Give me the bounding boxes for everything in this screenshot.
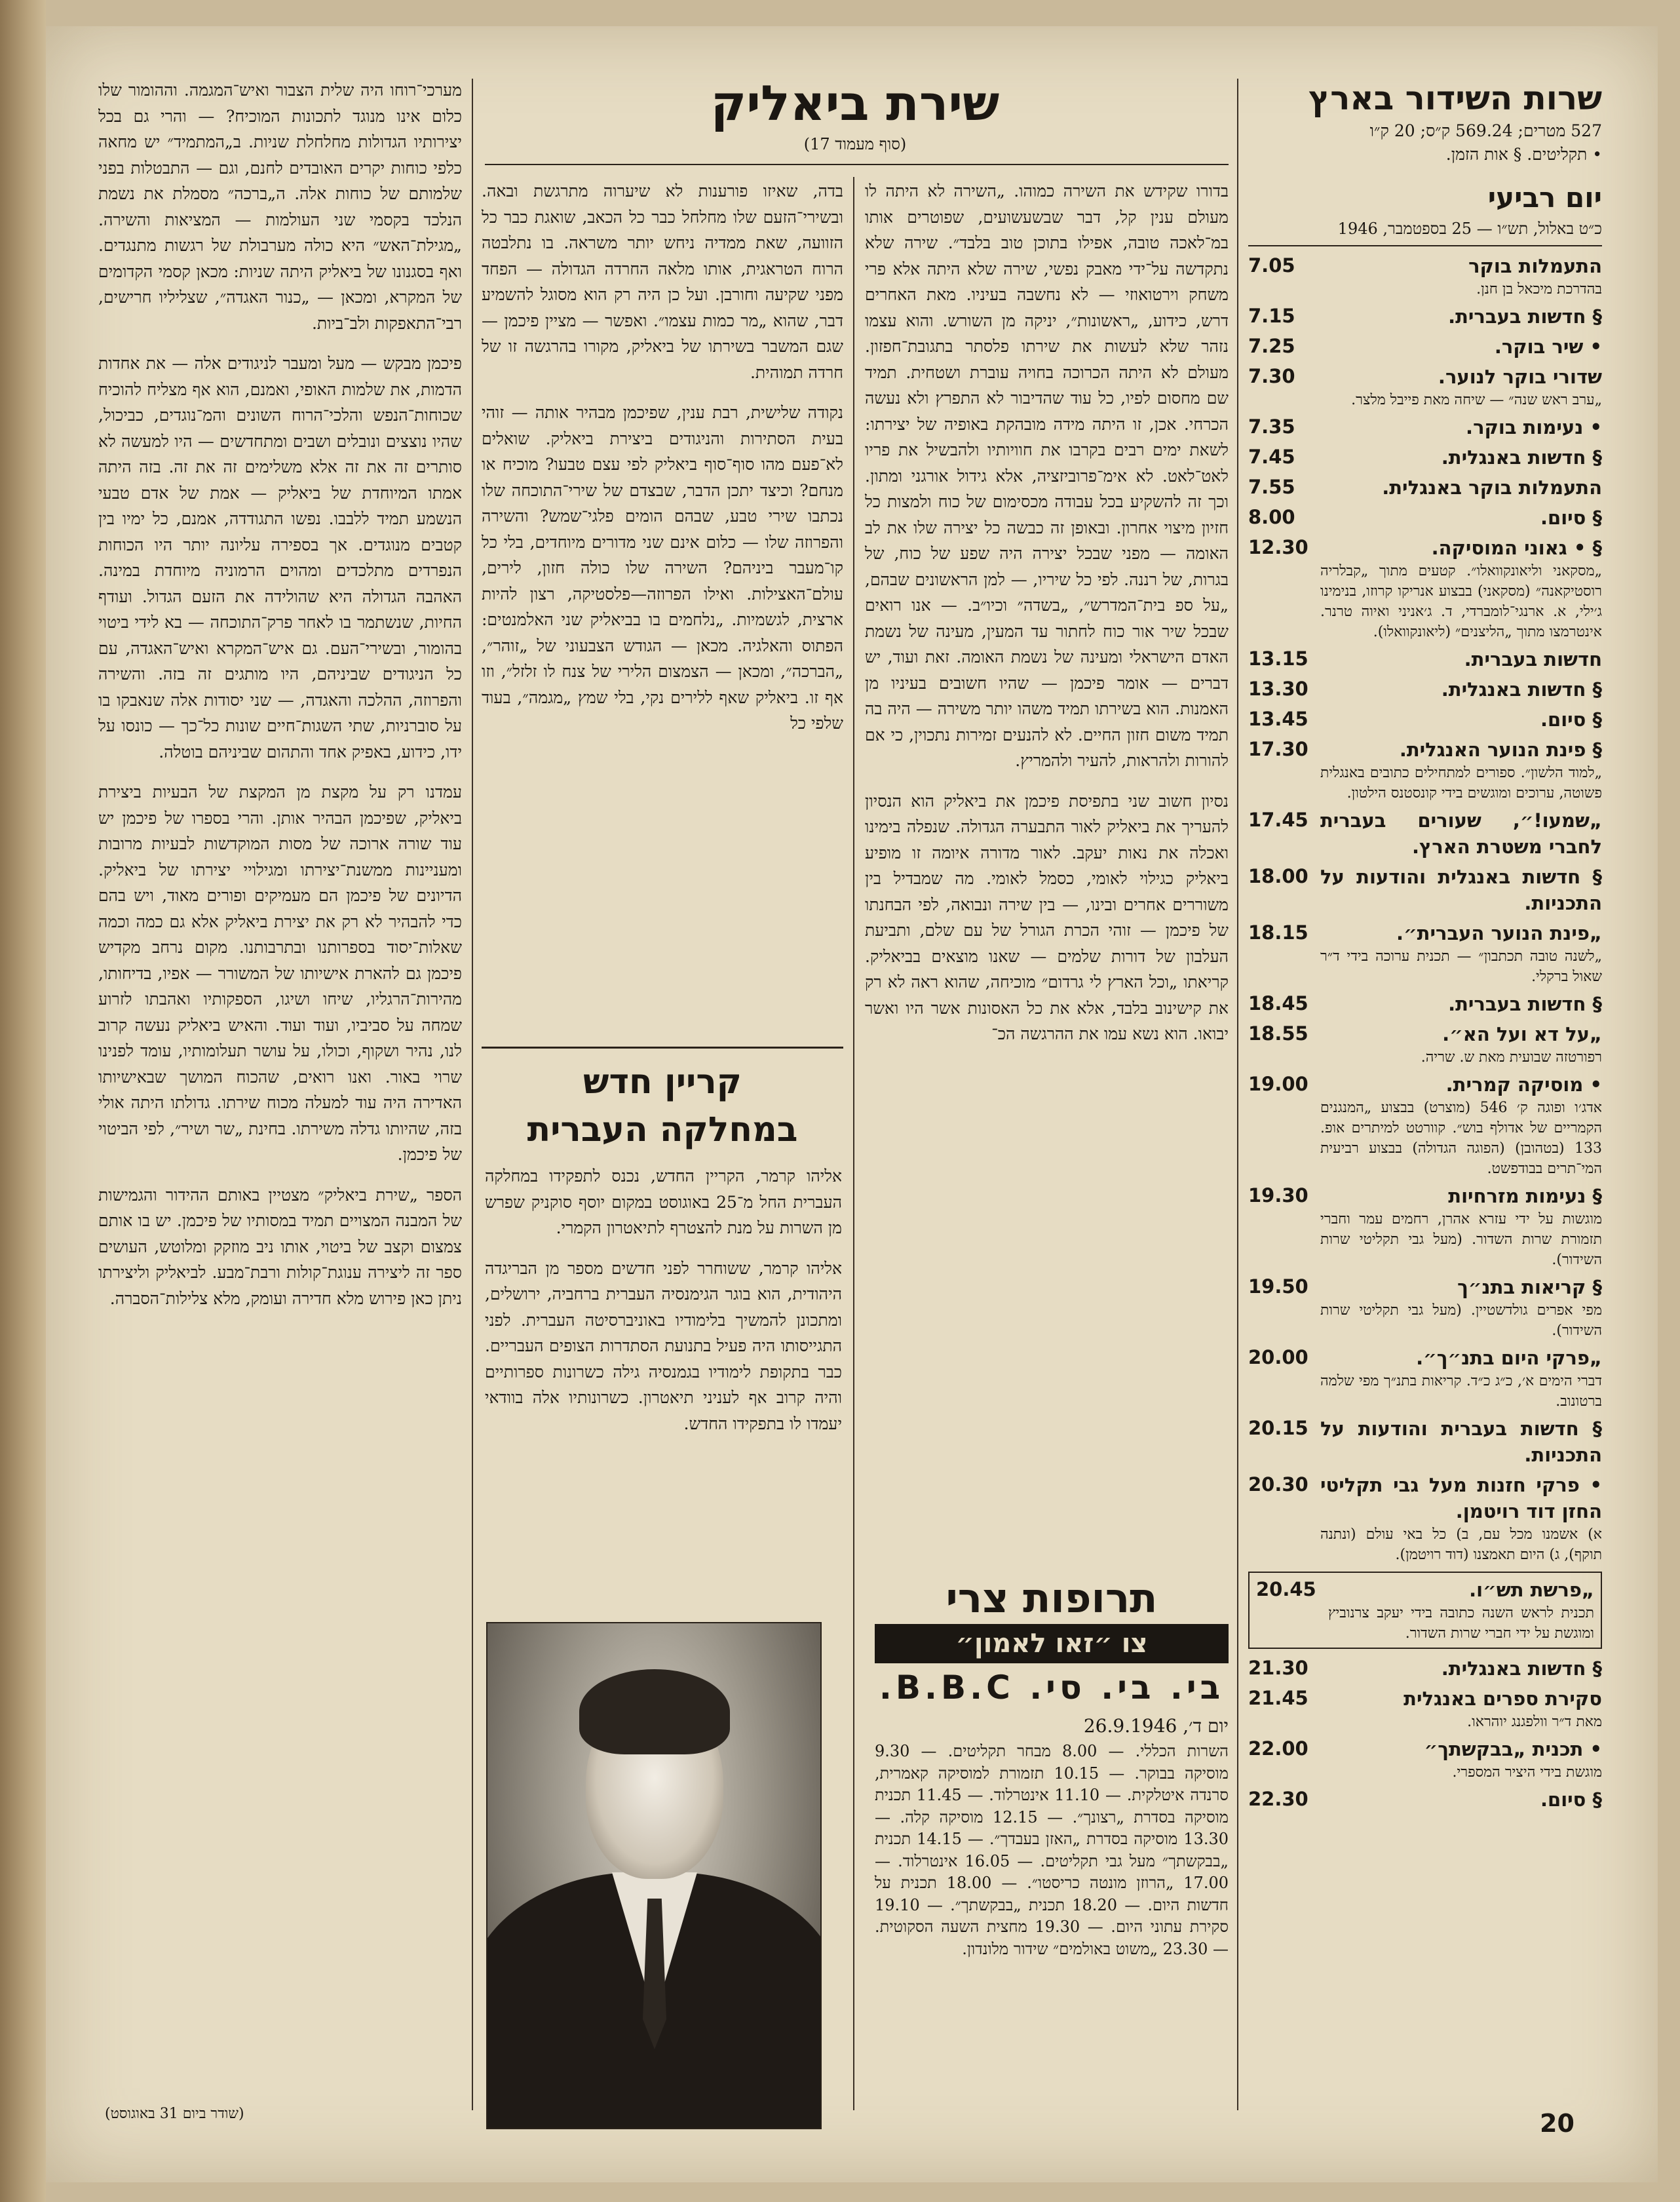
program-entry	[1248, 364, 1602, 410]
entry-time: 21.45	[1248, 1687, 1308, 1709]
entry-heading: § חדשות בעברית.	[1448, 305, 1602, 328]
program-entry	[1248, 1345, 1602, 1412]
entry-time: 12.30	[1248, 536, 1308, 558]
entry-heading: • פרקי חזנות מעל גבי תקליטי החזן דוד רויטמן.	[1320, 1474, 1602, 1522]
entry-body	[1320, 920, 1602, 987]
photo-hair	[579, 1669, 730, 1754]
program-subtitle-2: • תקליטים. § אות הזמן.	[1445, 145, 1602, 164]
program-entry	[1248, 253, 1602, 299]
entry-description: רפורטזה שבועית מאת ש. שריה.	[1421, 1049, 1602, 1066]
entry-description: מאת ד״ר וולפגנג יוהראו.	[1467, 1714, 1602, 1730]
program-entry	[1248, 303, 1602, 330]
article-column-left	[98, 77, 462, 2099]
program-entry	[1248, 646, 1602, 672]
entry-heading: § קריאות בתנ״ך	[1457, 1276, 1602, 1298]
entry-time: 7.25	[1248, 335, 1295, 357]
bbc-date: יום ד׳, 26.9.1946	[1083, 1715, 1229, 1737]
entry-heading: § סיום.	[1540, 1788, 1602, 1811]
entry-description: „לשנה טובה תכתבון״ — תכנית ערוכה בידי ד״ר שאול ברקלי.	[1320, 948, 1602, 985]
entry-body	[1320, 303, 1602, 330]
entry-time: 19.00	[1248, 1073, 1308, 1095]
program-title: שרות השידור בארץ	[1308, 79, 1602, 117]
entry-heading: § פינת הנוער האנגלית.	[1399, 739, 1602, 761]
entry-body	[1328, 1577, 1594, 1644]
section-rule	[482, 1047, 843, 1049]
article-paragraph: נקודה שלישית, רבת ענין, שפיכמן מבהיר אותה — זוהי בעית הסתירות והניגודים ביצירת ביאליק. שואלים לא־פעם מהו סוף־סוף ביאליק לפי עצם טבעו? מוכיח או מנחם? וכיצד יתכן הדבר, שבצדם של שירי־התוכחה שלו נכתבו שירי טבע, שבהם הומים פלגי־שמש? והשירה והפרוזה שלו — כלום אינם שני מדורים מיוחדים, בלי כל קו־מעבר ביניהם? השירה שלו כולה חזון, לירים, עולם־האצילות. ואילו הפרוזה—פלסטיקה, רצון להיות ארצית, לגשמיות. „נלחמים בו בביאליק שני האלמנטים: הפתוס והאלגיה. מכאן — הגודש הצבעוני של „זוהר״, „הברכה״, ומכאן — הצמצום הלירי של צנח לו זלזל״, וזו אף זו. ביאליק שאף ללירים נקי, בלי שמץ „מגמה״, בעוד שלפי כל	[482, 403, 843, 733]
entry-body	[1320, 414, 1602, 440]
program-entry	[1248, 1787, 1602, 1813]
entry-description: „למוד הלשון״. ספורים למתחילים כתובים באנגלית פשוטה, ערוכים ומוגשים בידי קונסטנס הילטון.	[1320, 765, 1602, 802]
entry-description: דברי הימים א׳, כ״ג כ״ד. קריאות בתנ״ך מפי שלמה ברטונוב.	[1320, 1373, 1602, 1410]
program-entry	[1248, 474, 1602, 501]
program-entry	[1248, 1416, 1602, 1468]
news-paragraph: אליהו קרמר, ששוחרר לפני חדשים מספר מן הבריגדה היהודית, הוא בוגר הגימנסיה העברית ברחביה, ירושלים, ומתכונן להמשיך בלימודיו באוניברסיטה העברית. לפני התגייסותו היה פעיל בתנועת הסתדרות הצופים העבריים. כבר בתקופת לימודיו בגמנסיה גילה כשרונות ספרותיים והיה קרוב אף לעניני תיאטרון. כשרונותיו אלה בוודאי יעמדו לו בתפקידו החדש.	[485, 1258, 842, 1433]
entry-heading: התעמלות בוקר באנגלית.	[1382, 476, 1602, 499]
program-entry	[1248, 444, 1602, 471]
entry-heading: § • גאוני המוסיקה.	[1431, 537, 1602, 559]
article-paragraph: נסיון חשוב שני בתפיסת פיכמן את ביאליק הוא הנסיון להעריך את ביאליק לאור התבערה הגדולה. שנפלה בימינו ואכלה את נאות יעקב. לאור מדורה איומה זו מופיע ביאליק כגילוי לאומי, כסמל לאומי. מה שמבדיל בין משוררים אחרים ובינו, — בין שירה ונבואה, לפי הבחנתו של פיכמן — זוהי הכרת הגורל של עם שלם, ותביעת העלבון של דורות שלמים — שאנו מוצאים בביאליק. קריאתו „וכל הארץ לי גרדום״ מוכיחה, שהוא ראה לא רק את קישינוב בלבד, אלא את כל האסונות אשר היו ואשר יבואו. הוא נשא עמו את ההרגשה הכ־	[865, 791, 1229, 1043]
entry-time: 8.00	[1248, 506, 1295, 528]
entry-heading: „שמעו!״, שעורים בעברית לחברי משטרת הארץ.	[1320, 809, 1602, 858]
program-entry	[1248, 920, 1602, 987]
entry-heading: § חדשות באנגלית.	[1441, 446, 1602, 469]
article-subtitle: (סוף מעמוד 17)	[803, 135, 907, 153]
program-entry	[1248, 505, 1602, 531]
entry-heading: • תכנית „בבקשתך״	[1424, 1738, 1602, 1760]
entry-time: 20.15	[1248, 1417, 1308, 1439]
entry-time: 19.50	[1248, 1275, 1308, 1298]
entry-time: 7.35	[1248, 415, 1295, 438]
entry-description: תכנית לראש השנה כתובה בידי יעקב צרנוביץ ומוגשת על ידי חברי שרות השדור.	[1328, 1605, 1594, 1642]
entry-heading: § חדשות באנגלית.	[1441, 1657, 1602, 1680]
program-subtitle-1: 527 מטרים; 569.24 ק״ס; 20 ק״ו	[1369, 121, 1602, 140]
entry-description: „מסקאני וליאונקוואלו״. קטעים מתוך „קבלריה רוסטיקאנה״ (מסקאני) בבצוע אנריקו קרוזו, בנימינו ג׳ילי, א. ארנגי־לומברדי, ד. ג׳אניני ואיוה טרנר. אינטרמצו מתוך „הליצנים״ (ליאונקוואלו).	[1320, 563, 1602, 640]
title-rule	[485, 164, 1229, 165]
entry-body	[1320, 737, 1602, 803]
entry-time: 18.15	[1248, 921, 1308, 944]
entry-body	[1320, 1787, 1602, 1813]
program-entry	[1248, 706, 1602, 733]
entry-time: 7.05	[1248, 254, 1295, 277]
entry-body	[1320, 864, 1602, 916]
entry-heading: § חדשות בעברית והודעות על התכניות.	[1320, 1418, 1602, 1466]
article-paragraph: בדורו שקידש את השירה כמוהו. „השירה לא היתה לו מעולם ענין קל, דבר שבשעשועים, שפוטרים אותו במ־לאכה טובה, אפילו בתוכן טוב בלבד״. שירה שלא נתקדשה על־ידי מאבק נפשי, שירה שלא היתה אלא פרי משחק וירטואוזי — לא נחשבה בעיניו. מאת האחרים דרש, כידוע, „ראשונות״, יניקה מן השורש. והוא עצמו נזהר שלא לעשות את שירתו פלסתר בתגובת־חפזון. מעולם לא היתה הכרוכה בחויה עוברת ושטחית. תמיד שם מחסום לפיו, כל עוד שהדיבור לא התפרץ ולא נעשה הכרחי. אכן, זו היתה מידה מובהקת באופיה של יצירתו: לשאת ימים רבים בקרבו את חוויותיו ולהבשיל את פריו לאט־לאט. לא אימ־פרוביזציה, אלא גידול אורגני ומתון. וכך זה להשקיע בכל עבודה מכסימום של כוח ולמצות כל חזיון מיצוי אחרון. ובאופן זה כבשה כל יצירה שלו את לב האומה — מפני שבכל יצירה היה שפע של כוח, של בגרות, של רננה. לפי כל שיריו, — למן הראשונים שבהם, „על ספ בית־המדרש״, „בשדה״ וכיו״ב. — אנו רואים שבכל שיר אור כוח לחתור עד המעין, מעינה של נשמת האדם הישראלי ומעינה של נשמת האומה. זאת ועוד, יש דברים — אומר פיכמן — שהיו חשובים בעיניו מן האמנות. הוא בשירתו תמיד משהו יותר משירה — היה בה תמיד משום חזון החיים. לא להנעים זמירות נתכוין, כי אם להורות ולהראות, להעיר ולהמריץ.	[865, 182, 1229, 770]
entry-heading: „פרשת תש״ו.	[1469, 1579, 1594, 1601]
entry-time: 13.30	[1248, 678, 1308, 700]
entry-time: 18.45	[1248, 992, 1308, 1014]
ad-tagline: צו ״זאו לאמון״	[875, 1624, 1229, 1663]
entry-heading: § סיום.	[1540, 507, 1602, 529]
program-entry	[1248, 535, 1602, 642]
program-entry	[1248, 807, 1602, 860]
entry-time: 13.15	[1248, 647, 1308, 670]
program-entry	[1248, 737, 1602, 803]
article-paragraph: בדה, שאיזו פורענות לא שיערוה מתרגשת ובאה. ובשירי־הזעם שלו מחלחל כבר כל הכאב, שואגת כבר כל הזוועה, שאת ממדיה ניחש יותר משראה. בו נתלבטה הרוח הטראגית, אותו מלאה החרדה הגדולה — הפחד מפני שקיעה וחורבן. ועל כן היה רק הוא מסוגל להשמיע דבר, שהוא „מר כמות עצמו״. ואפשר — מציין פיכמן — שגם המשבר בשירתו של ביאליק, מקורו בהרגשה זו של חרדה תמוהית.	[482, 182, 843, 382]
entry-body	[1320, 474, 1602, 501]
entry-body	[1320, 535, 1602, 642]
entry-time: 17.30	[1248, 738, 1308, 760]
day-date: כ״ט באלול, תש״ו — 25 בספטמבר, 1946	[1248, 218, 1602, 246]
entry-body	[1320, 444, 1602, 471]
program-entry	[1248, 334, 1602, 360]
entry-body	[1320, 706, 1602, 733]
entry-description: מוגשת בידי היציר המספרי.	[1452, 1764, 1602, 1781]
entry-body	[1320, 991, 1602, 1017]
entry-time: 22.30	[1248, 1788, 1308, 1810]
entry-heading: סקירת ספרים באנגלית	[1403, 1688, 1602, 1710]
article-paragraph: הספר „שירת ביאליק״ מצטיין באותם ההידור והגמישות של המבנה המצויים תמיד במסותיו של פיכמן. יש בו אותם צמצום וקצב של ביטוי, אותו ניב מוזקק ומלוטש, העושים ספר זה ליצירה ענוגת־קולות ורבת־מבע. לביאליק וליצירתו ניתן כאן פירוש מלא חדירה ועומק, מלא צלילות־הסברה.	[98, 1185, 462, 1308]
program-entry	[1248, 414, 1602, 440]
article-column-right	[865, 178, 1229, 1587]
entry-heading: „פרקי היום בתנ״ך״.	[1416, 1347, 1602, 1369]
entry-body	[1320, 1274, 1602, 1341]
entry-time: 17.45	[1248, 809, 1308, 831]
program-entry	[1248, 1183, 1602, 1270]
program-entry	[1248, 1072, 1602, 1179]
bbc-schedule: השרות הכללי. — 8.00 מבחר תקליטים. — 9.30 מוסיקה בבוקר. — 10.15 תזמורת למוסיקה קאמרית, סרנדה איטלקית. — 11.10 אינטרלוד. — 11.45 תכנית מוסיקה בסדרת „רצונך״. — 12.15 מוסיקה קלה. — 13.30 מוסיקה בסדרת „האזן בעבדך״. — 14.15 תכנית „בבקשתך״ מעל גבי תקליטים. — 16.05 אינטרלוד. — 17.00 „הרוזן מונטה כריסטו״. — 18.00 תכנית על חדשות היום. — 18.20 תכנית „בבקשתך״. — 19.10 סקירת עתוני היום. — 19.30 מחצית השעה הסקוטית. — 23.30 „משוט באולמים״ שידור מלונדון.	[875, 1742, 1229, 1958]
entry-body	[1320, 1345, 1602, 1412]
entry-heading: • מוסיקה קמרית.	[1445, 1073, 1602, 1096]
day-title: יום רביעי	[1487, 182, 1602, 214]
entry-body	[1320, 1416, 1602, 1468]
entry-body	[1320, 253, 1602, 299]
entry-time: 22.00	[1248, 1737, 1308, 1760]
entry-description: אדג׳ו ופוגה ק׳ 546 (מוצרט) בבצוע „המנגנים הקמריים של אדולף בוש״. קוורטט למיתרים אופ. 133 (בטהובן) (הפוגה הגדולה) בבצוע רביעית המי־תרים בבודפשט.	[1320, 1100, 1602, 1177]
news-paragraph: אליהו קרמר, הקריין החדש, נכנס לתפקידו במחלקה העברית החל מ־25 באוגוסט במקום יוסף סוקניק שפרש מן השרות על מנת להצטרף לתיאטרון הקמרי.	[485, 1167, 842, 1237]
entry-description: מפי אפרים גולדשטיין. (מעל גבי תקליטי שרות השידור).	[1320, 1302, 1602, 1339]
entry-heading: • נעימות בוקר.	[1466, 416, 1602, 438]
program-entry	[1248, 1686, 1602, 1732]
entry-description: מוגשות על ידי עזרא אהרן, רחמים עמר וחברי תזמורת שרות השדור. (מעל גבי תקליטי שרות השידור).	[1320, 1211, 1602, 1268]
entry-body	[1320, 1472, 1602, 1565]
advertisement	[875, 1573, 1229, 2097]
news-title-line1: קריין חדש	[583, 1062, 742, 1102]
entry-heading: § סיום.	[1540, 708, 1602, 731]
column-rule	[472, 79, 473, 2110]
entry-body	[1320, 505, 1602, 531]
entry-body	[1320, 1183, 1602, 1270]
bbc-heading: בי. בי. סי. B.B.C.	[879, 1669, 1225, 1707]
entry-body	[1320, 1655, 1602, 1682]
entry-body	[1320, 1072, 1602, 1179]
entry-heading: § חדשות בעברית.	[1448, 993, 1602, 1015]
entry-description: א) אשמנו מכל עם, ב) כל באי עולם (ונתנה תוקף), ג) היום תאמצנו (דוד רויטמן).	[1320, 1526, 1602, 1563]
entry-heading: • שיר בוקר.	[1494, 336, 1602, 358]
column-rule	[853, 177, 854, 2110]
entry-time: 18.55	[1248, 1022, 1308, 1045]
article-paragraph: מערכי־רוחו היה שלית הצבור ואיש־המגמה. וההומור שלו כלום אינו מנוגד לתכונות המוכיח? — והרי גם בכל יצירותיו הגדולות מחלחלת שניות. ב„המתמיד״ יש מחאה כלפי כוחות יקרים האובדים לחנם, וגם — התבטלות בפני שלמותם של כוחות אלה. ה„ברכה״ מסמלת את נשמת הנלכד בקסמי שני העולמות — המציאות והשירה. „מגילת־האש״ היא כולה מערבולת של רגשות מתנגדים. ואף בסגנונו של ביאליק היתה שניות: מכאן קסמי הקדומים של המקרא, ומכאן — „כנור האגדה״, שצליליו חרישים, רבי־התאפקות ולב־ביות.	[98, 81, 462, 333]
entry-heading: „פינת הנוער העברית״.	[1396, 922, 1602, 944]
news-body	[485, 1163, 842, 1602]
entry-time: 20.30	[1248, 1473, 1308, 1496]
entry-body	[1320, 676, 1602, 703]
entry-heading: § חדשות באנגלית.	[1441, 678, 1602, 701]
program-entry	[1248, 1472, 1602, 1565]
program-entry	[1248, 864, 1602, 916]
article-paragraph: עמדנו רק על מקצת מן המקצת של הבעיות ביצירת ביאליק, שפיכמן הבהיר אותן. והרי בספרו של פיכמן יש עוד שורה ארוכה של מסות המוקדשות לבעיות מרובות ומעניינות ממשנת־יצירתו ומגילויי יצירתו של ביאליק. הדיונים של פיכמן הם מעמיקים ופורים מאוד, ויש בהם כדי להבהיר לא רק את יצירת ביאליק אלא גם כמה וכמה שאלות־יסוד בספרותנו ובתרבותנו. מקום נרחב מקדיש פיכמן גם להארת אישיותו של המשורר — אפיו, בדיחותו, מהירות־הרגליו, שיחו ושיגו, הספקותיו ואהבתו לזרוע שמחה על סביביו, ועוד ועוד. והאיש ביאליק נעשה קרוב לנו, נהיר ושקוף, וכולו, על עושר תעלומותיו, עומד לפנינו שרוי באור. ואנו רואים, שהכוח המושך שבאישיותו האדירה היה עוד למעלה מכוח שירתו. גדולתו היתה אולי בזה, שהיותו גדלה משירתו. בחינת „שר ושיר״, לפי הביטוי של פיכמן.	[98, 782, 462, 1164]
entry-heading: חדשות בעברית.	[1464, 648, 1602, 670]
entry-time: 7.55	[1248, 476, 1295, 498]
program-entry	[1248, 676, 1602, 703]
entry-body	[1320, 1021, 1602, 1068]
entry-time: 20.00	[1248, 1346, 1308, 1368]
entry-time: 7.15	[1248, 305, 1295, 327]
entry-body	[1320, 1736, 1602, 1783]
entry-time: 20.45	[1256, 1578, 1316, 1600]
entry-heading: § חדשות באנגלית והודעות על התכניות.	[1320, 866, 1602, 914]
entry-time: 7.30	[1248, 365, 1295, 387]
program-entry	[1248, 991, 1602, 1017]
program-entry	[1248, 1736, 1602, 1783]
program-column	[1248, 77, 1602, 2115]
entry-body	[1320, 334, 1602, 360]
page-binding-edge	[0, 0, 46, 2202]
entry-body	[1320, 1686, 1602, 1732]
entry-time: 13.45	[1248, 708, 1308, 730]
entry-heading: שדורי בוקר לנוער.	[1438, 366, 1602, 388]
program-entry	[1248, 1655, 1602, 1682]
entry-time: 19.30	[1248, 1184, 1308, 1207]
article-paragraph: פיכמן מבקש — מעל ומעבר לניגודים אלה — את אחדות הדמות, את שלמות האופי, ואמנם, הוא אף מצליח להוכיח שכוחות־הנפש והלכי־הרוח השונים והמ־נוגדים, כביכול, שהיו נוצצים ונובלים ושבים ומתחדשים — היו למעשה לא סותרים זה את זה אלא משלימים זה את זה. בזה היתה אמתו המיוחדת של ביאליק — אמת של אדם טבעי הנשמע תמיד ללבבו. נפשו התגודדה, אמנם, כל ימיו בין קטבים מנוגדים. אך בספירה עליונה יותר היו הכוחות הנפרדים מתלכדים ומהוים הרמוניה מיוחדת במינה. האהבה הגדולה היא שהולידה את הזעם הגדול. ועודף החיות, שנשתמר בו לאחר פרק־התוכחה — בא לידי ביטוי בהומור, ובשירי־העם. גם איש־המקרא ואיש־האגדה, עם כל הניגודים שביניהם, היו מותגים זה בזה. והשירה והפרוזה, ההלכה והאגדה, — שני יסודות אלה שנאבקו בו על סוברניות, שתי השגות־חיים שונות כל־כך — כונסו על ידו, כידוע, באפיק אחד והתהום שביניהם בוטלה.	[98, 354, 462, 762]
entry-heading: § נעימות מזרחיות	[1448, 1185, 1602, 1207]
footnote: (שודר ביום 31 באוגוסט)	[105, 2106, 244, 2122]
page-number: 20	[1540, 2109, 1575, 2138]
portrait-photo	[486, 1622, 822, 2129]
entry-time: 21.30	[1248, 1657, 1308, 1679]
entry-time: 7.45	[1248, 446, 1295, 468]
column-rule	[1237, 79, 1238, 2110]
program-entries	[1248, 253, 1602, 1813]
entry-time: 18.00	[1248, 865, 1308, 887]
entry-heading: „על דא ועל הא״.	[1442, 1023, 1602, 1045]
news-title-line2: במחלקה העברית	[527, 1110, 798, 1149]
entry-body	[1320, 364, 1602, 410]
program-entry	[1248, 1021, 1602, 1068]
entry-body	[1320, 646, 1602, 672]
article-title: שירת ביאליק	[710, 75, 1000, 132]
entry-heading: התעמלות בוקר	[1468, 255, 1602, 277]
program-entry	[1248, 1274, 1602, 1341]
program-entry	[1248, 1572, 1602, 1649]
ad-logo: תרופות צרי	[945, 1574, 1158, 1622]
entry-description: „ערב ראש שנה״ — שיחה מאת פייבל מלצר.	[1351, 392, 1602, 408]
entry-body	[1320, 807, 1602, 860]
entry-description: בהדרכת מיכאל בן חנן.	[1476, 281, 1602, 298]
article-column-middle	[482, 178, 843, 1030]
